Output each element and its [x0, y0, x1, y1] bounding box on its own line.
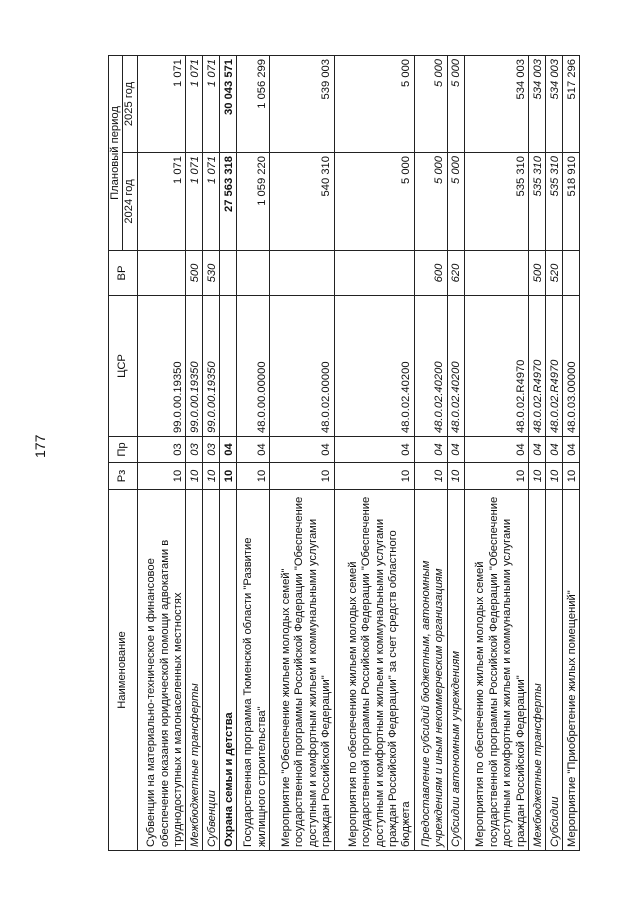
cell-vr: [270, 251, 334, 296]
cell-y2025: 1 071: [137, 55, 186, 152]
cell-y2025: 517 296: [562, 55, 579, 152]
cell-name: Субвенции: [203, 490, 220, 851]
table-row: [334, 55, 414, 850]
cell-csr: 99.0.00.19350: [186, 296, 203, 437]
cell-y2024: 1 071: [137, 153, 186, 251]
rotated-table-container: [108, 56, 580, 851]
cell-csr: [220, 296, 237, 437]
cell-csr: 48.0.02.40200: [414, 296, 447, 437]
header-2025: 2025 год: [123, 55, 137, 152]
table-row: [545, 55, 562, 850]
header-pr: Пр: [109, 437, 138, 463]
cell-csr: 99.0.00.19350: [137, 296, 186, 437]
cell-pr: 04: [545, 437, 562, 463]
cell-y2025: 30 043 571: [220, 55, 237, 152]
cell-vr: 520: [545, 251, 562, 296]
cell-name: Мероприятие "Обеспечение жильем молодых семей" государственной программы Российской Федерации "Обеспечение доступным и комфортным жильем и коммунальными услугами граждан Российской Федерации": [270, 490, 334, 851]
cell-y2025: 1 071: [203, 55, 220, 152]
cell-csr: 48.0.02.40200: [334, 296, 414, 437]
cell-csr: 99.0.00.19350: [203, 296, 220, 437]
cell-y2024: 1 059 220: [237, 153, 270, 251]
cell-csr: 48.0.02.40200: [447, 296, 464, 437]
table-row: [414, 55, 447, 850]
cell-y2024: 5 000: [447, 153, 464, 251]
cell-name: Государственная программа Тюменской области "Развитие жилищного строительства": [237, 490, 270, 851]
cell-rz: 10: [237, 463, 270, 490]
cell-name: Субсидии автономным учреждениям: [447, 490, 464, 851]
cell-vr: 500: [528, 251, 545, 296]
cell-rz: 10: [334, 463, 414, 490]
cell-name: Межбюджетные трансферты: [528, 490, 545, 851]
cell-pr: 04: [220, 437, 237, 463]
header-name: Наименование: [109, 490, 138, 851]
cell-y2025: 5 000: [414, 55, 447, 152]
cell-y2024: 535 310: [545, 153, 562, 251]
table-row: [270, 55, 334, 850]
header-csr: ЦСР: [109, 296, 138, 437]
cell-vr: 620: [447, 251, 464, 296]
cell-y2024: 5 000: [334, 153, 414, 251]
header-vr: ВР: [109, 251, 138, 296]
table-row: [562, 55, 579, 850]
cell-y2025: 539 003: [270, 55, 334, 152]
header-2024: 2024 год: [123, 153, 137, 251]
page-number: 177: [32, 434, 48, 458]
cell-y2024: 1 071: [186, 153, 203, 251]
cell-vr: 530: [203, 251, 220, 296]
cell-y2025: 5 000: [447, 55, 464, 152]
cell-y2024: 1 071: [203, 153, 220, 251]
cell-name: Предоставление субсидий бюджетным, автономным учреждениям и иным некоммерческим организациям: [414, 490, 447, 851]
table-row: [137, 55, 186, 850]
cell-vr: 500: [186, 251, 203, 296]
cell-rz: 10: [186, 463, 203, 490]
cell-name: Мероприятия по обеспечению жильем молодых семей государственной программы Российской Федерации "Обеспечение доступным и комфортным жильем и коммунальными услугами граждан Российской Федерации": [464, 490, 528, 851]
budget-table: [108, 55, 580, 851]
cell-pr: 04: [528, 437, 545, 463]
cell-csr: 48.0.03.00000: [562, 296, 579, 437]
cell-csr: 48.0.02.00000: [270, 296, 334, 437]
table-row: [237, 55, 270, 850]
cell-pr: 04: [464, 437, 528, 463]
cell-rz: 10: [203, 463, 220, 490]
cell-y2025: 534 003: [464, 55, 528, 152]
cell-rz: 10: [562, 463, 579, 490]
cell-name: Мероприятие "Приобретение жилых помещений": [562, 490, 579, 851]
cell-pr: 04: [447, 437, 464, 463]
cell-pr: 04: [237, 437, 270, 463]
table-row: [447, 55, 464, 850]
cell-y2024: 5 000: [414, 153, 447, 251]
cell-name: Межбюджетные трансферты: [186, 490, 203, 851]
cell-vr: [237, 251, 270, 296]
cell-vr: [464, 251, 528, 296]
cell-y2024: 540 310: [270, 153, 334, 251]
table-row: [203, 55, 220, 850]
cell-rz: 10: [447, 463, 464, 490]
cell-csr: 48.0.02.R4970: [545, 296, 562, 437]
cell-y2025: 5 000: [334, 55, 414, 152]
cell-rz: 10: [220, 463, 237, 490]
cell-pr: 03: [186, 437, 203, 463]
cell-rz: 10: [137, 463, 186, 490]
cell-pr: 04: [562, 437, 579, 463]
cell-csr: 48.0.02.R4970: [464, 296, 528, 437]
cell-name: Охрана семьи и детства: [220, 490, 237, 851]
cell-vr: [562, 251, 579, 296]
cell-pr: 03: [137, 437, 186, 463]
cell-y2024: 535 310: [464, 153, 528, 251]
cell-pr: 04: [334, 437, 414, 463]
cell-vr: [137, 251, 186, 296]
cell-y2025: 1 071: [186, 55, 203, 152]
cell-y2025: 534 003: [545, 55, 562, 152]
cell-y2024: 518 910: [562, 153, 579, 251]
cell-pr: 04: [270, 437, 334, 463]
cell-y2025: 1 056 299: [237, 55, 270, 152]
cell-y2024: 27 563 318: [220, 153, 237, 251]
cell-y2024: 535 310: [528, 153, 545, 251]
cell-rz: 10: [464, 463, 528, 490]
table-row: [528, 55, 545, 850]
header-plan-period: Плановый период: [109, 55, 123, 250]
cell-name: Субвенции на материально-техническое и финансовое обеспечение оказания юридической помощи адвокатами в труднодоступных и малонаселенных местностях: [137, 490, 186, 851]
cell-rz: 10: [270, 463, 334, 490]
table-body: [137, 55, 579, 850]
cell-vr: [334, 251, 414, 296]
cell-name: Мероприятия по обеспечению жильем молодых семей государственной программы Российской Федерации "Обеспечение доступным и комфортным жильем и коммунальными услугами граждан Российской Федерации" за счет средств областного бюджета: [334, 490, 414, 851]
cell-rz: 10: [528, 463, 545, 490]
cell-vr: [220, 251, 237, 296]
cell-name: Субсидии: [545, 490, 562, 851]
cell-vr: 600: [414, 251, 447, 296]
cell-pr: 03: [203, 437, 220, 463]
cell-y2025: 534 003: [528, 55, 545, 152]
cell-pr: 04: [414, 437, 447, 463]
table-row: [186, 55, 203, 850]
table-row: [464, 55, 528, 850]
cell-rz: 10: [545, 463, 562, 490]
cell-csr: 48.0.00.00000: [237, 296, 270, 437]
header-rz: Рз: [109, 463, 138, 490]
cell-csr: 48.0.02.R4970: [528, 296, 545, 437]
table-row: [220, 55, 237, 850]
cell-rz: 10: [414, 463, 447, 490]
